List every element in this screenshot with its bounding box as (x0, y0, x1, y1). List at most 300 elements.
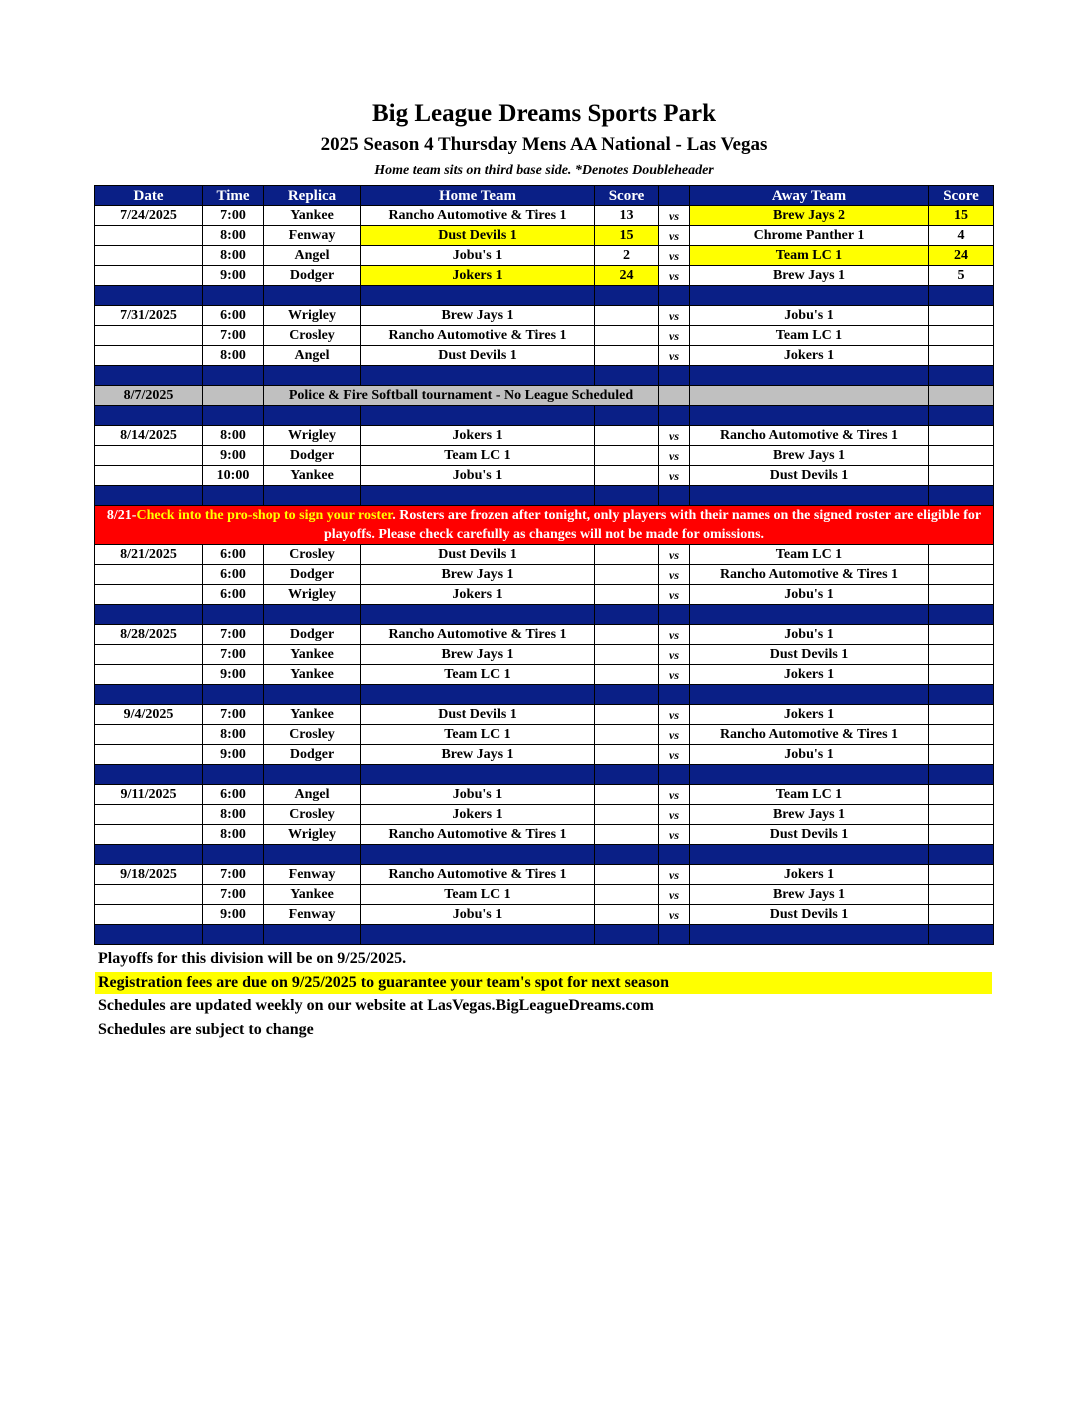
home-score-cell: 24 (595, 266, 659, 286)
home-team-cell: Dust Devils 1 (361, 346, 595, 366)
separator-cell (659, 925, 690, 945)
vs-cell: vs (659, 306, 690, 326)
home-team-cell: Jobu's 1 (361, 246, 595, 266)
separator-cell (203, 486, 264, 506)
away-team-cell: Jokers 1 (690, 346, 929, 366)
time-cell: 9:00 (203, 745, 264, 765)
home-score-cell (595, 885, 659, 905)
home-score-cell (595, 446, 659, 466)
vs-cell: vs (659, 545, 690, 565)
table-row (95, 645, 994, 665)
home-score-cell (595, 346, 659, 366)
table-row (95, 585, 994, 605)
date-cell: 8/7/2025 (95, 386, 203, 406)
separator-cell (690, 406, 929, 426)
home-score-cell (595, 665, 659, 685)
playoffs-note: Playoffs for this division will be on 9/25/2025. (98, 950, 407, 967)
date-cell: 8/14/2025 (95, 426, 203, 446)
time-cell: 8:00 (203, 246, 264, 266)
vs-cell: vs (659, 885, 690, 905)
date-cell: 7/24/2025 (95, 206, 203, 226)
home-score-cell (595, 565, 659, 585)
away-score-cell (929, 725, 994, 745)
separator-cell (690, 366, 929, 386)
home-team-cell: Jokers 1 (361, 585, 595, 605)
separator-cell (659, 765, 690, 785)
away-team-cell: Jobu's 1 (690, 585, 929, 605)
away-team-cell: Team LC 1 (690, 326, 929, 346)
separator-cell (690, 845, 929, 865)
no-league-row (95, 386, 994, 406)
table-row (95, 446, 994, 466)
separator-cell (203, 366, 264, 386)
separator-cell (264, 486, 361, 506)
time-cell: 6:00 (203, 545, 264, 565)
separator-cell (595, 366, 659, 386)
home-team-cell: Team LC 1 (361, 665, 595, 685)
replica-cell: Angel (264, 346, 361, 366)
home-team-cell: Brew Jays 1 (361, 745, 595, 765)
away-team-cell: Dust Devils 1 (690, 466, 929, 486)
table-row (95, 326, 994, 346)
away-team-cell: Brew Jays 2 (690, 206, 929, 226)
separator-row (95, 845, 994, 865)
home-team-cell: Jokers 1 (361, 266, 595, 286)
vs-cell: vs (659, 825, 690, 845)
away-team-cell: Dust Devils 1 (690, 905, 929, 925)
date-cell (95, 825, 203, 845)
replica-cell: Wrigley (264, 825, 361, 845)
separator-cell (203, 685, 264, 705)
table-row (95, 705, 994, 725)
date-cell (95, 346, 203, 366)
separator-cell (929, 406, 994, 426)
date-cell (95, 226, 203, 246)
separator-cell (95, 366, 203, 386)
page-title: Big League Dreams Sports Park (372, 100, 716, 127)
table-row (95, 665, 994, 685)
vs-cell: vs (659, 226, 690, 246)
separator-cell (95, 845, 203, 865)
time-cell: 10:00 (203, 466, 264, 486)
separator-cell (361, 366, 595, 386)
date-cell (95, 266, 203, 286)
time-cell: 9:00 (203, 665, 264, 685)
separator-cell (203, 406, 264, 426)
away-score-cell: 4 (929, 226, 994, 246)
separator-cell (929, 685, 994, 705)
separator-cell (361, 685, 595, 705)
date-cell (95, 725, 203, 745)
replica-cell: Yankee (264, 466, 361, 486)
separator-cell (690, 286, 929, 306)
separator-cell (929, 845, 994, 865)
vs-cell: vs (659, 266, 690, 286)
home-score-cell (595, 705, 659, 725)
home-team-cell: Team LC 1 (361, 725, 595, 745)
vs-cell: vs (659, 246, 690, 266)
away-score-cell (929, 865, 994, 885)
table-row (95, 885, 994, 905)
table-row (95, 246, 994, 266)
time-cell: 6:00 (203, 306, 264, 326)
away-team-cell: Rancho Automotive & Tires 1 (690, 426, 929, 446)
replica-cell: Fenway (264, 226, 361, 246)
table-row (95, 266, 994, 286)
separator-cell (361, 286, 595, 306)
replica-cell: Yankee (264, 645, 361, 665)
empty-cell (659, 386, 690, 406)
separator-cell (929, 366, 994, 386)
separator-cell (203, 925, 264, 945)
date-cell (95, 665, 203, 685)
home-score-cell (595, 725, 659, 745)
home-team-cell: Jobu's 1 (361, 785, 595, 805)
vs-cell: vs (659, 326, 690, 346)
separator-row (95, 486, 994, 506)
date-cell: 9/4/2025 (95, 705, 203, 725)
table-row (95, 825, 994, 845)
col-home-score: Score (595, 186, 659, 206)
date-cell: 8/28/2025 (95, 625, 203, 645)
time-cell: 8:00 (203, 226, 264, 246)
change-note: Schedules are subject to change (98, 1021, 314, 1038)
vs-cell: vs (659, 466, 690, 486)
away-score-cell (929, 785, 994, 805)
replica-cell: Wrigley (264, 306, 361, 326)
replica-cell: Wrigley (264, 585, 361, 605)
date-cell: 7/31/2025 (95, 306, 203, 326)
separator-row (95, 366, 994, 386)
vs-cell: vs (659, 645, 690, 665)
date-cell (95, 585, 203, 605)
col-away-team: Away Team (690, 186, 929, 206)
away-score-cell (929, 326, 994, 346)
time-cell: 7:00 (203, 705, 264, 725)
table-row (95, 745, 994, 765)
home-score-cell (595, 645, 659, 665)
separator-cell (929, 486, 994, 506)
vs-cell: vs (659, 585, 690, 605)
home-team-cell: Jokers 1 (361, 426, 595, 446)
vs-cell: vs (659, 665, 690, 685)
table-row (95, 865, 994, 885)
separator-row (95, 406, 994, 426)
vs-cell: vs (659, 206, 690, 226)
replica-cell: Fenway (264, 865, 361, 885)
notice-text: . Rosters are frozen after tonight, only players with their names on the signed roster are eligible for playoffs. Please check carefully as changes will not be made for omissions. (323, 508, 982, 542)
vs-cell: vs (659, 346, 690, 366)
replica-cell: Dodger (264, 446, 361, 466)
vs-cell: vs (659, 745, 690, 765)
replica-cell: Yankee (264, 665, 361, 685)
away-team-cell (690, 386, 929, 406)
time-cell: 9:00 (203, 905, 264, 925)
separator-cell (361, 406, 595, 426)
away-score-cell (929, 745, 994, 765)
time-cell: 7:00 (203, 885, 264, 905)
date-cell (95, 805, 203, 825)
home-score-cell: 2 (595, 246, 659, 266)
time-cell: 9:00 (203, 266, 264, 286)
separator-cell (264, 765, 361, 785)
col-home-team: Home Team (361, 186, 595, 206)
separator-cell (264, 286, 361, 306)
table-row (95, 306, 994, 326)
replica-cell: Yankee (264, 206, 361, 226)
home-score-cell (595, 466, 659, 486)
time-cell: 8:00 (203, 825, 264, 845)
away-team-cell: Brew Jays 1 (690, 885, 929, 905)
separator-cell (361, 925, 595, 945)
separator-row (95, 925, 994, 945)
col-date: Date (95, 186, 203, 206)
away-team-cell: Jokers 1 (690, 865, 929, 885)
notice-highlight: Check into the pro-shop to sign your roster (136, 508, 393, 523)
replica-cell: Fenway (264, 905, 361, 925)
home-team-cell: Team LC 1 (361, 446, 595, 466)
home-team-cell: Rancho Automotive & Tires 1 (361, 326, 595, 346)
away-score-cell (929, 585, 994, 605)
away-score-cell (929, 705, 994, 725)
separator-cell (659, 286, 690, 306)
time-cell: 7:00 (203, 326, 264, 346)
separator-cell (95, 406, 203, 426)
separator-cell (690, 685, 929, 705)
separator-cell (595, 486, 659, 506)
replica-cell: Dodger (264, 625, 361, 645)
away-team-cell: Jobu's 1 (690, 306, 929, 326)
table-row (95, 545, 994, 565)
home-score-cell (595, 785, 659, 805)
table-row (95, 226, 994, 246)
time-cell: 9:00 (203, 446, 264, 466)
table-row (95, 805, 994, 825)
home-score-cell: 15 (595, 226, 659, 246)
separator-cell (95, 486, 203, 506)
no-league-text: Police & Fire Softball tournament - No League Scheduled (264, 386, 659, 406)
away-team-cell: Jokers 1 (690, 665, 929, 685)
home-score-cell (595, 326, 659, 346)
home-score-cell (595, 805, 659, 825)
separator-cell (690, 925, 929, 945)
separator-cell (690, 605, 929, 625)
separator-cell (361, 605, 595, 625)
time-cell (203, 386, 264, 406)
home-score-cell (595, 625, 659, 645)
notice-date: 8/21- (106, 508, 137, 523)
vs-cell: vs (659, 446, 690, 466)
separator-cell (690, 765, 929, 785)
separator-cell (595, 605, 659, 625)
roster-notice (95, 506, 994, 545)
separator-cell (264, 845, 361, 865)
replica-cell: Crosley (264, 805, 361, 825)
home-team-cell: Rancho Automotive & Tires 1 (361, 865, 595, 885)
vs-cell: vs (659, 565, 690, 585)
replica-cell: Crosley (264, 326, 361, 346)
away-score-cell (929, 625, 994, 645)
table-row (95, 346, 994, 366)
separator-cell (361, 845, 595, 865)
time-cell: 7:00 (203, 865, 264, 885)
time-cell: 8:00 (203, 346, 264, 366)
separator-cell (929, 605, 994, 625)
away-team-cell: Rancho Automotive & Tires 1 (690, 565, 929, 585)
away-score-cell (929, 885, 994, 905)
separator-cell (361, 486, 595, 506)
home-team-cell: Dust Devils 1 (361, 705, 595, 725)
home-team-cell: Brew Jays 1 (361, 306, 595, 326)
separator-cell (595, 685, 659, 705)
home-team-cell: Dust Devils 1 (361, 226, 595, 246)
away-team-cell: Brew Jays 1 (690, 446, 929, 466)
col-time: Time (203, 186, 264, 206)
away-team-cell: Dust Devils 1 (690, 645, 929, 665)
table-row (95, 206, 994, 226)
home-score-cell (595, 545, 659, 565)
separator-row (95, 685, 994, 705)
col-replica: Replica (264, 186, 361, 206)
website-note: Schedules are updated weekly on our website at LasVegas.BigLeagueDreams.com (98, 997, 654, 1014)
date-cell (95, 446, 203, 466)
separator-cell (203, 286, 264, 306)
separator-row (95, 765, 994, 785)
table-row (95, 426, 994, 446)
roster-notice-row (95, 506, 994, 545)
separator-cell (95, 685, 203, 705)
separator-cell (595, 765, 659, 785)
time-cell: 7:00 (203, 645, 264, 665)
separator-cell (659, 605, 690, 625)
replica-cell: Angel (264, 785, 361, 805)
separator-cell (690, 486, 929, 506)
vs-cell: vs (659, 426, 690, 446)
vs-cell: vs (659, 785, 690, 805)
separator-cell (264, 605, 361, 625)
separator-row (95, 286, 994, 306)
away-score-cell (929, 665, 994, 685)
home-team-cell: Team LC 1 (361, 885, 595, 905)
away-score-cell (929, 386, 994, 406)
away-team-cell: Team LC 1 (690, 545, 929, 565)
away-score-cell (929, 466, 994, 486)
home-team-cell: Dust Devils 1 (361, 545, 595, 565)
separator-cell (595, 406, 659, 426)
home-score-cell (595, 745, 659, 765)
home-score-cell: 13 (595, 206, 659, 226)
table-row (95, 466, 994, 486)
separator-cell (95, 925, 203, 945)
home-team-cell: Jokers 1 (361, 805, 595, 825)
away-score-cell (929, 805, 994, 825)
vs-cell: vs (659, 705, 690, 725)
date-cell: 9/11/2025 (95, 785, 203, 805)
replica-cell: Dodger (264, 565, 361, 585)
date-cell: 8/21/2025 (95, 545, 203, 565)
registration-note: Registration fees are due on 9/25/2025 to guarantee your team's spot for next season (95, 972, 992, 994)
replica-cell: Wrigley (264, 426, 361, 446)
date-cell (95, 326, 203, 346)
separator-cell (659, 486, 690, 506)
schedule-note: Home team sits on third base side. *Denotes Doubleheader (374, 163, 714, 178)
separator-cell (264, 406, 361, 426)
separator-cell (659, 685, 690, 705)
replica-cell: Dodger (264, 266, 361, 286)
separator-cell (929, 765, 994, 785)
home-team-cell: Brew Jays 1 (361, 645, 595, 665)
home-team-cell: Brew Jays 1 (361, 565, 595, 585)
separator-cell (595, 845, 659, 865)
replica-cell: Yankee (264, 705, 361, 725)
home-score-cell (595, 426, 659, 446)
separator-cell (95, 765, 203, 785)
away-team-cell: Brew Jays 1 (690, 805, 929, 825)
time-cell: 7:00 (203, 625, 264, 645)
away-team-cell: Team LC 1 (690, 785, 929, 805)
home-team-cell: Rancho Automotive & Tires 1 (361, 625, 595, 645)
home-score-cell (595, 865, 659, 885)
table-row (95, 785, 994, 805)
away-score-cell (929, 825, 994, 845)
time-cell: 7:00 (203, 206, 264, 226)
away-team-cell: Brew Jays 1 (690, 266, 929, 286)
col-away-score: Score (929, 186, 994, 206)
separator-cell (264, 366, 361, 386)
table-row (95, 905, 994, 925)
separator-cell (929, 286, 994, 306)
away-team-cell: Chrome Panther 1 (690, 226, 929, 246)
separator-cell (659, 366, 690, 386)
separator-cell (264, 685, 361, 705)
time-cell: 8:00 (203, 426, 264, 446)
date-cell (95, 645, 203, 665)
separator-cell (361, 765, 595, 785)
replica-cell: Crosley (264, 545, 361, 565)
col-vs (659, 186, 690, 206)
vs-cell: vs (659, 905, 690, 925)
home-team-cell: Jobu's 1 (361, 466, 595, 486)
time-cell: 8:00 (203, 725, 264, 745)
time-cell: 6:00 (203, 565, 264, 585)
away-score-cell: 5 (929, 266, 994, 286)
away-team-cell: Jobu's 1 (690, 625, 929, 645)
replica-cell: Yankee (264, 885, 361, 905)
vs-cell: vs (659, 625, 690, 645)
separator-cell (264, 925, 361, 945)
vs-cell: vs (659, 865, 690, 885)
table-row (95, 565, 994, 585)
date-cell (95, 885, 203, 905)
date-cell (95, 745, 203, 765)
vs-cell: vs (659, 805, 690, 825)
away-score-cell (929, 545, 994, 565)
away-score-cell (929, 426, 994, 446)
away-score-cell (929, 645, 994, 665)
home-team-cell: Rancho Automotive & Tires 1 (361, 206, 595, 226)
date-cell (95, 466, 203, 486)
table-header-row (95, 186, 994, 206)
separator-cell (203, 765, 264, 785)
home-score-cell (595, 306, 659, 326)
replica-cell: Crosley (264, 725, 361, 745)
date-cell (95, 565, 203, 585)
separator-cell (95, 286, 203, 306)
separator-cell (929, 925, 994, 945)
away-score-cell (929, 565, 994, 585)
vs-cell: vs (659, 725, 690, 745)
away-score-cell (929, 905, 994, 925)
